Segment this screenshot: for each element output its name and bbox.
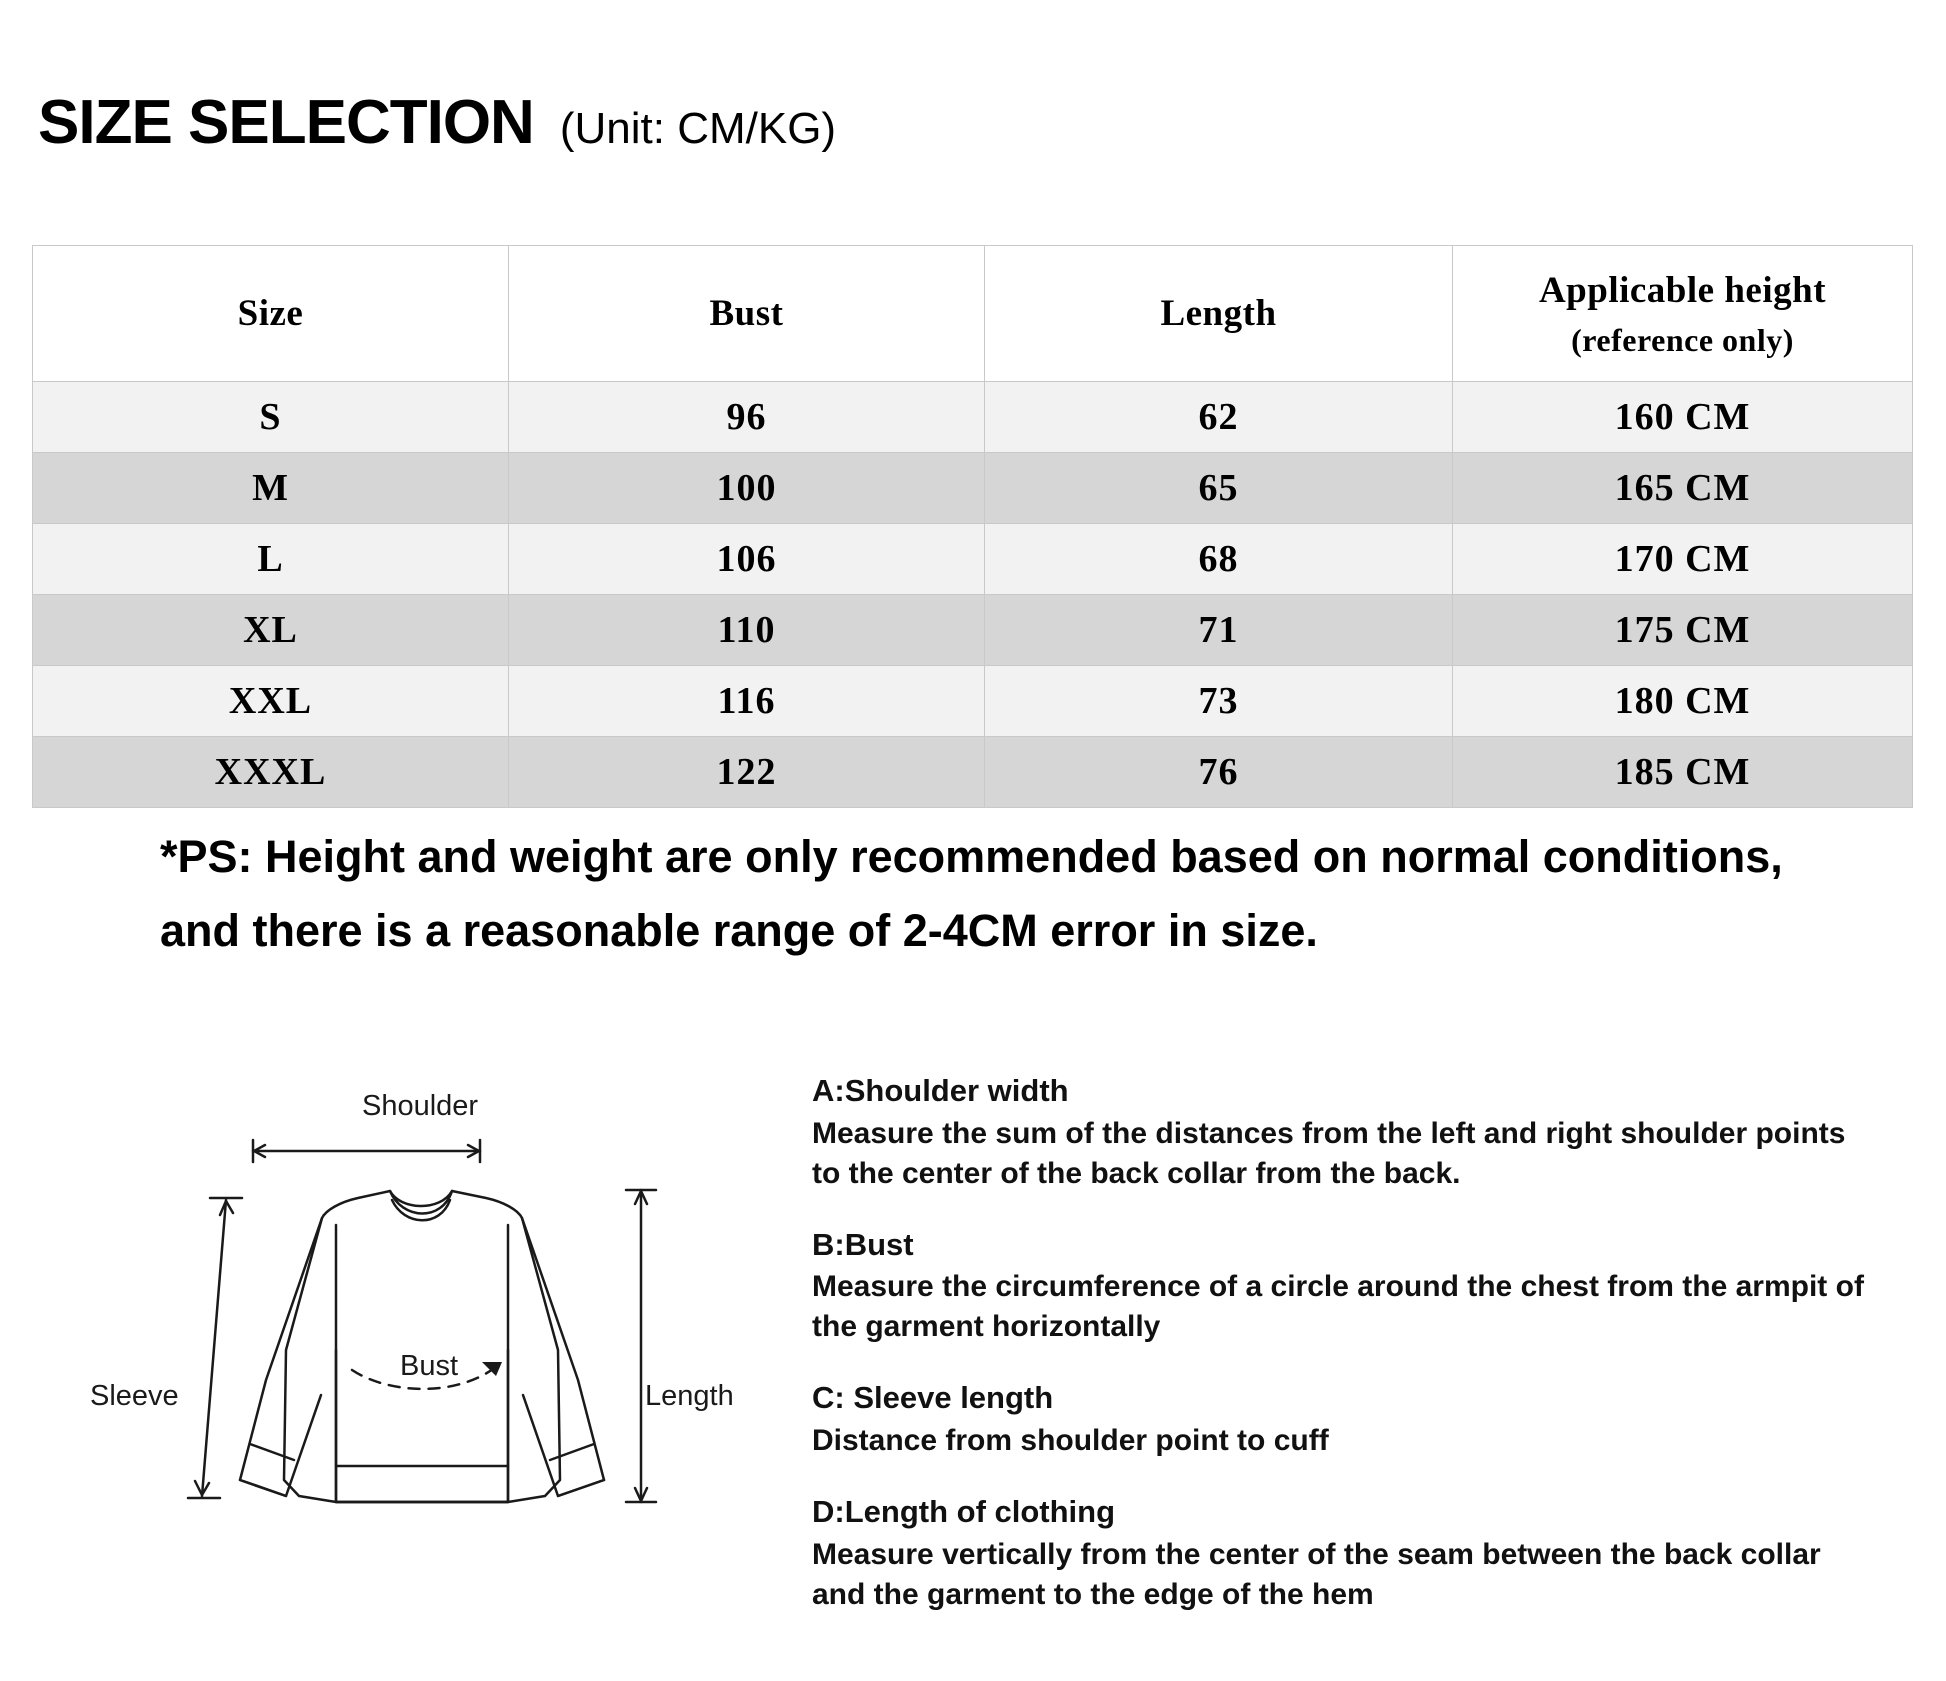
cell-height: 180 CM xyxy=(1453,666,1913,737)
cell-bust: 106 xyxy=(509,524,985,595)
guide-item-shoulder-width xyxy=(812,1070,1872,1194)
page-title-unit: (Unit: CM/KG) xyxy=(559,104,837,153)
table-row xyxy=(33,737,1913,808)
size-table-head xyxy=(33,246,1913,382)
cell-bust: 122 xyxy=(509,737,985,808)
cell-height: 160 CM xyxy=(1453,382,1913,453)
guide-head: D:Length of clothing xyxy=(812,1493,1116,1529)
cell-size: XXL xyxy=(33,666,509,737)
column-header-size: Size xyxy=(33,246,509,382)
guide-item-bust xyxy=(812,1224,1872,1348)
cell-bust: 96 xyxy=(509,382,985,453)
guide-body: Distance from shoulder point to cuff xyxy=(812,1424,1329,1458)
size-table xyxy=(32,245,1913,808)
table-row xyxy=(33,595,1913,666)
diagram-label-length: Length xyxy=(645,1380,734,1412)
diagram-label-sleeve: Sleeve xyxy=(90,1380,179,1412)
cell-size: S xyxy=(33,382,509,453)
page-title xyxy=(38,88,837,157)
size-table-body xyxy=(33,382,1913,808)
cell-height: 175 CM xyxy=(1453,595,1913,666)
cell-bust: 100 xyxy=(509,453,985,524)
cell-size: M xyxy=(33,453,509,524)
diagram-label-bust: Bust xyxy=(400,1350,459,1382)
table-row xyxy=(33,524,1913,595)
cell-bust: 110 xyxy=(509,595,985,666)
garment-diagram xyxy=(90,1050,790,1630)
column-header-length: Length xyxy=(985,246,1453,382)
page-title-main: SIZE SELECTION xyxy=(38,88,534,157)
cell-height: 165 CM xyxy=(1453,453,1913,524)
cell-length: 62 xyxy=(985,382,1453,453)
cell-height: 170 CM xyxy=(1453,524,1913,595)
guide-body: Measure vertically from the center of the seam between the back collar and the garment to the edge of the hem xyxy=(812,1537,1821,1611)
cell-length: 68 xyxy=(985,524,1453,595)
guide-head: A:Shoulder width xyxy=(812,1073,1069,1108)
cell-size: XXXL xyxy=(33,737,509,808)
guide-head: B:Bust xyxy=(812,1226,914,1262)
table-header-row xyxy=(33,246,1913,382)
measurement-guide xyxy=(812,1070,1872,1645)
guide-item-sleeve-length xyxy=(812,1377,1872,1461)
table-row xyxy=(33,666,1913,737)
guide-item-length-of-clothing xyxy=(812,1491,1872,1615)
cell-length: 73 xyxy=(985,666,1453,737)
cell-size: L xyxy=(33,524,509,595)
table-row xyxy=(33,453,1913,524)
column-header-applicable-height-sub: (reference only) xyxy=(1571,321,1794,358)
table-row xyxy=(33,382,1913,453)
column-header-applicable-height xyxy=(1453,246,1913,382)
guide-body: Measure the circumference of a circle around the chest from the armpit of the garment horizontally xyxy=(812,1270,1864,1344)
garment-diagram-svg xyxy=(90,1050,790,1630)
cell-length: 71 xyxy=(985,595,1453,666)
cell-size: XL xyxy=(33,595,509,666)
column-header-bust: Bust xyxy=(509,246,985,382)
column-header-applicable-height-main: Applicable height xyxy=(1538,269,1827,311)
cell-length: 76 xyxy=(985,737,1453,808)
cell-bust: 116 xyxy=(509,666,985,737)
size-note: *PS: Height and weight are only recommended based on normal conditions, and there is a reasonable range of 2-4CM error in size. xyxy=(160,831,1783,957)
diagram-label-shoulder: Shoulder xyxy=(362,1090,479,1122)
guide-body: Measure the sum of the distances from the left and right shoulder points to the center of the back collar from the back. xyxy=(812,1116,1846,1190)
guide-head: C: Sleeve length xyxy=(812,1380,1054,1416)
cell-length: 65 xyxy=(985,453,1453,524)
cell-height: 185 CM xyxy=(1453,737,1913,808)
